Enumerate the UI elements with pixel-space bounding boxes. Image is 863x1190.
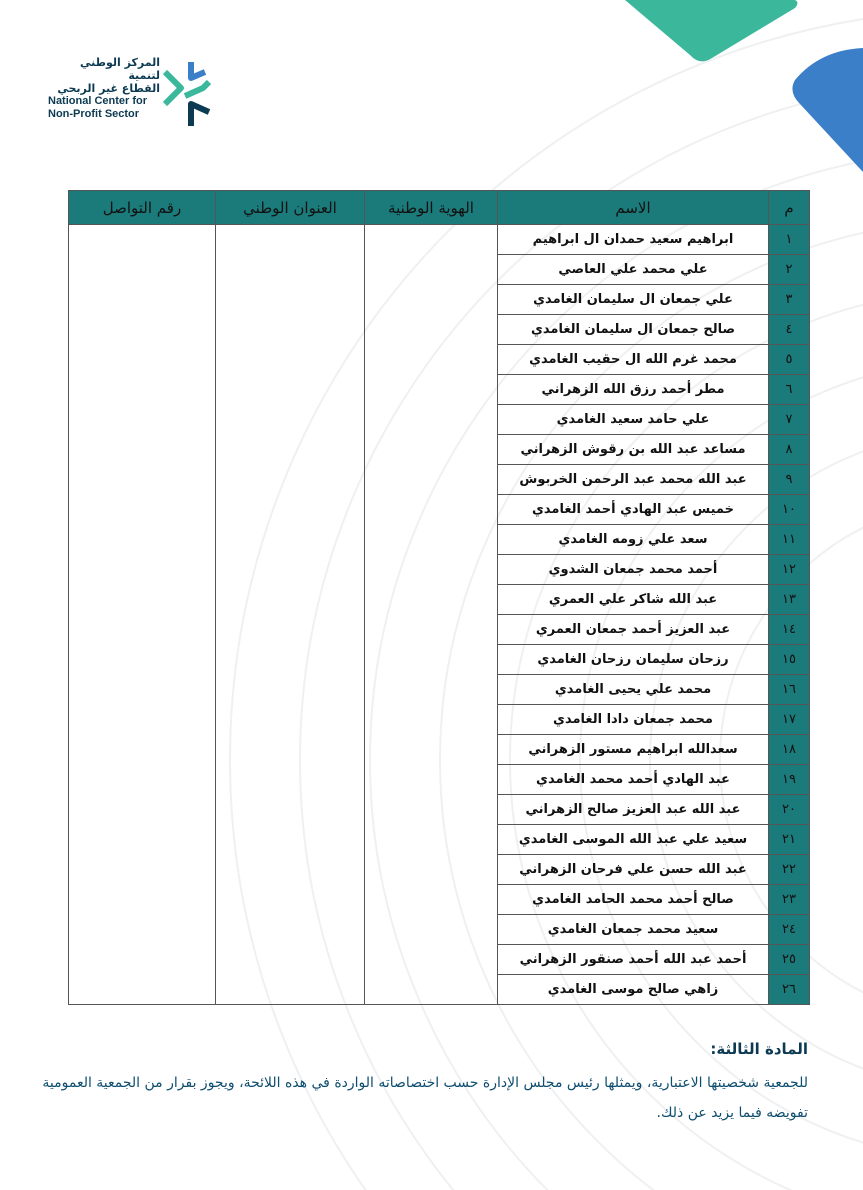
article-text: للجمعية شخصيتها الاعتبارية، ويمثلها رئيس مجلس الإدارة حسب اختصاصاته الواردة في هذه اللائحة، ويجوز بقرار من الجمعية العمومية تفويضه فيما يزيد عن ذلك. — [42, 1075, 808, 1121]
table-row — [69, 615, 810, 645]
national-id-cell — [365, 315, 498, 345]
national-id-cell — [365, 525, 498, 555]
header-num: م — [769, 191, 810, 225]
table-row — [69, 705, 810, 735]
national-id-cell — [365, 615, 498, 645]
row-number: ١٥ — [769, 645, 810, 675]
row-number: ١٨ — [769, 735, 810, 765]
row-number: ١١ — [769, 525, 810, 555]
logo-arabic-line2: القطاع غير الربحي — [57, 82, 160, 95]
national-address-cell — [216, 465, 365, 495]
national-id-cell — [365, 855, 498, 885]
national-id-cell — [365, 285, 498, 315]
member-name: زاهي صالح موسى الغامدي — [498, 975, 769, 1005]
national-id-cell — [365, 405, 498, 435]
phone-cell — [69, 765, 216, 795]
member-name: أحمد عبد الله أحمد صنقور الزهراني — [498, 945, 769, 975]
table-row — [69, 645, 810, 675]
national-address-cell — [216, 705, 365, 735]
national-id-cell — [365, 255, 498, 285]
national-address-cell — [216, 645, 365, 675]
table-row — [69, 795, 810, 825]
national-address-cell — [216, 405, 365, 435]
national-id-cell — [365, 495, 498, 525]
member-name: عبد العزيز أحمد جمعان العمري — [498, 615, 769, 645]
national-id-cell — [365, 675, 498, 705]
table-row — [69, 735, 810, 765]
national-address-cell — [216, 825, 365, 855]
row-number: ٦ — [769, 375, 810, 405]
phone-cell — [69, 885, 216, 915]
logo-arabic-line1: المركز الوطني لتنمية — [80, 56, 160, 82]
table-row — [69, 585, 810, 615]
table-row — [69, 255, 810, 285]
member-name: سعدالله ابراهيم مستور الزهراني — [498, 735, 769, 765]
row-number: ٢١ — [769, 825, 810, 855]
phone-cell — [69, 915, 216, 945]
table-row — [69, 915, 810, 945]
table-header-row — [69, 191, 810, 225]
member-name: سعيد علي عبد الله الموسى الغامدي — [498, 825, 769, 855]
table-row — [69, 495, 810, 525]
row-number: ٢٥ — [769, 945, 810, 975]
table-row — [69, 945, 810, 975]
member-name: صالح جمعان ال سليمان الغامدي — [498, 315, 769, 345]
row-number: ٩ — [769, 465, 810, 495]
phone-cell — [69, 315, 216, 345]
phone-cell — [69, 405, 216, 435]
national-id-cell — [365, 765, 498, 795]
member-name: رزحان سليمان رزحان الغامدي — [498, 645, 769, 675]
national-id-cell — [365, 915, 498, 945]
row-number: ١٣ — [769, 585, 810, 615]
row-number: ١٢ — [769, 555, 810, 585]
national-id-cell — [365, 375, 498, 405]
table-row — [69, 975, 810, 1005]
member-name: عبد الله عبد العزيز صالح الزهراني — [498, 795, 769, 825]
national-id-cell — [365, 735, 498, 765]
national-id-cell — [365, 345, 498, 375]
table-row — [69, 825, 810, 855]
table-row — [69, 675, 810, 705]
header-national-id: الهوية الوطنية — [365, 191, 498, 225]
national-address-cell — [216, 675, 365, 705]
row-number: ١٤ — [769, 615, 810, 645]
table-row — [69, 555, 810, 585]
member-name: أحمد محمد جمعان الشدوي — [498, 555, 769, 585]
row-number: ١٧ — [769, 705, 810, 735]
national-id-cell — [365, 705, 498, 735]
logo-english-line1: National Center for — [48, 95, 148, 107]
row-number: ٤ — [769, 315, 810, 345]
green-triangle-shape — [625, 0, 798, 61]
header-national-address: العنوان الوطني — [216, 191, 365, 225]
row-number: ٢ — [769, 255, 810, 285]
phone-cell — [69, 975, 216, 1005]
article-three — [40, 1040, 808, 1128]
member-name: مساعد عبد الله بن رقوش الزهراني — [498, 435, 769, 465]
national-id-cell — [365, 825, 498, 855]
phone-cell — [69, 615, 216, 645]
row-number: ٨ — [769, 435, 810, 465]
phone-cell — [69, 255, 216, 285]
national-id-cell — [365, 465, 498, 495]
table-row — [69, 885, 810, 915]
national-address-cell — [216, 555, 365, 585]
phone-cell — [69, 225, 216, 255]
national-id-cell — [365, 885, 498, 915]
phone-cell — [69, 855, 216, 885]
table-row — [69, 525, 810, 555]
national-address-cell — [216, 525, 365, 555]
members-table — [68, 190, 810, 1005]
phone-cell — [69, 345, 216, 375]
row-number: ٢٢ — [769, 855, 810, 885]
phone-cell — [69, 795, 216, 825]
national-address-cell — [216, 375, 365, 405]
table-row — [69, 225, 810, 255]
row-number: ٣ — [769, 285, 810, 315]
national-address-cell — [216, 585, 365, 615]
table-row — [69, 435, 810, 465]
member-name: سعد علي زومه الغامدي — [498, 525, 769, 555]
national-address-cell — [216, 915, 365, 945]
national-id-cell — [365, 975, 498, 1005]
member-name: سعيد محمد جمعان الغامدي — [498, 915, 769, 945]
national-id-cell — [365, 645, 498, 675]
national-id-cell — [365, 555, 498, 585]
phone-cell — [69, 375, 216, 405]
row-number: ١٠ — [769, 495, 810, 525]
logo-english-line2: Non-Profit Sector — [48, 108, 140, 120]
row-number: ٢٤ — [769, 915, 810, 945]
row-number: ١٩ — [769, 765, 810, 795]
table-row — [69, 465, 810, 495]
phone-cell — [69, 285, 216, 315]
table-row — [69, 315, 810, 345]
members-table-body — [69, 225, 810, 1005]
national-address-cell — [216, 315, 365, 345]
phone-cell — [69, 525, 216, 555]
phone-cell — [69, 555, 216, 585]
phone-cell — [69, 825, 216, 855]
member-name: عبد الله شاكر علي العمري — [498, 585, 769, 615]
phone-cell — [69, 735, 216, 765]
member-name: ابراهيم سعيد حمدان ال ابراهيم — [498, 225, 769, 255]
national-address-cell — [216, 765, 365, 795]
header-phone: رقم التواصل — [69, 191, 216, 225]
row-number: ٢٣ — [769, 885, 810, 915]
national-address-cell — [216, 495, 365, 525]
header-name: الاسم — [498, 191, 769, 225]
national-address-cell — [216, 285, 365, 315]
national-address-cell — [216, 435, 365, 465]
phone-cell — [69, 465, 216, 495]
national-id-cell — [365, 945, 498, 975]
phone-cell — [69, 645, 216, 675]
table-row — [69, 765, 810, 795]
member-name: محمد جمعان دادا الغامدي — [498, 705, 769, 735]
national-address-cell — [216, 945, 365, 975]
national-address-cell — [216, 225, 365, 255]
table-row — [69, 285, 810, 315]
phone-cell — [69, 675, 216, 705]
national-address-cell — [216, 735, 365, 765]
row-number: ١٦ — [769, 675, 810, 705]
ncnp-mark-icon — [161, 58, 215, 130]
table-row — [69, 855, 810, 885]
member-name: صالح أحمد محمد الحامد الغامدي — [498, 885, 769, 915]
blue-triangle-shape — [792, 48, 863, 172]
member-name: خميس عبد الهادي أحمد الغامدي — [498, 495, 769, 525]
phone-cell — [69, 435, 216, 465]
national-address-cell — [216, 855, 365, 885]
table-row — [69, 345, 810, 375]
member-name: علي جمعان ال سليمان الغامدي — [498, 285, 769, 315]
row-number: ٢٦ — [769, 975, 810, 1005]
row-number: ٧ — [769, 405, 810, 435]
national-address-cell — [216, 615, 365, 645]
member-name: محمد غرم الله ال حقيب الغامدي — [498, 345, 769, 375]
national-address-cell — [216, 975, 365, 1005]
row-number: ٢٠ — [769, 795, 810, 825]
member-name: عبد الله محمد عبد الرحمن الخربوش — [498, 465, 769, 495]
member-name: علي حامد سعيد الغامدي — [498, 405, 769, 435]
table-row — [69, 375, 810, 405]
national-id-cell — [365, 435, 498, 465]
national-id-cell — [365, 795, 498, 825]
member-name: عبد الهادي أحمد محمد الغامدي — [498, 765, 769, 795]
national-id-cell — [365, 585, 498, 615]
phone-cell — [69, 495, 216, 525]
national-id-cell — [365, 225, 498, 255]
table-row — [69, 405, 810, 435]
member-name: محمد علي يحيى الغامدي — [498, 675, 769, 705]
national-address-cell — [216, 885, 365, 915]
national-address-cell — [216, 255, 365, 285]
member-name: عبد الله حسن علي فرحان الزهراني — [498, 855, 769, 885]
member-name: مطر أحمد رزق الله الزهراني — [498, 375, 769, 405]
phone-cell — [69, 945, 216, 975]
row-number: ١ — [769, 225, 810, 255]
national-address-cell — [216, 345, 365, 375]
national-address-cell — [216, 795, 365, 825]
row-number: ٥ — [769, 345, 810, 375]
logo-text — [48, 56, 160, 121]
member-name: علي محمد علي العاصي — [498, 255, 769, 285]
phone-cell — [69, 585, 216, 615]
phone-cell — [69, 705, 216, 735]
article-title: المادة الثالثة: — [710, 1040, 808, 1058]
ncnp-logo — [48, 56, 218, 132]
